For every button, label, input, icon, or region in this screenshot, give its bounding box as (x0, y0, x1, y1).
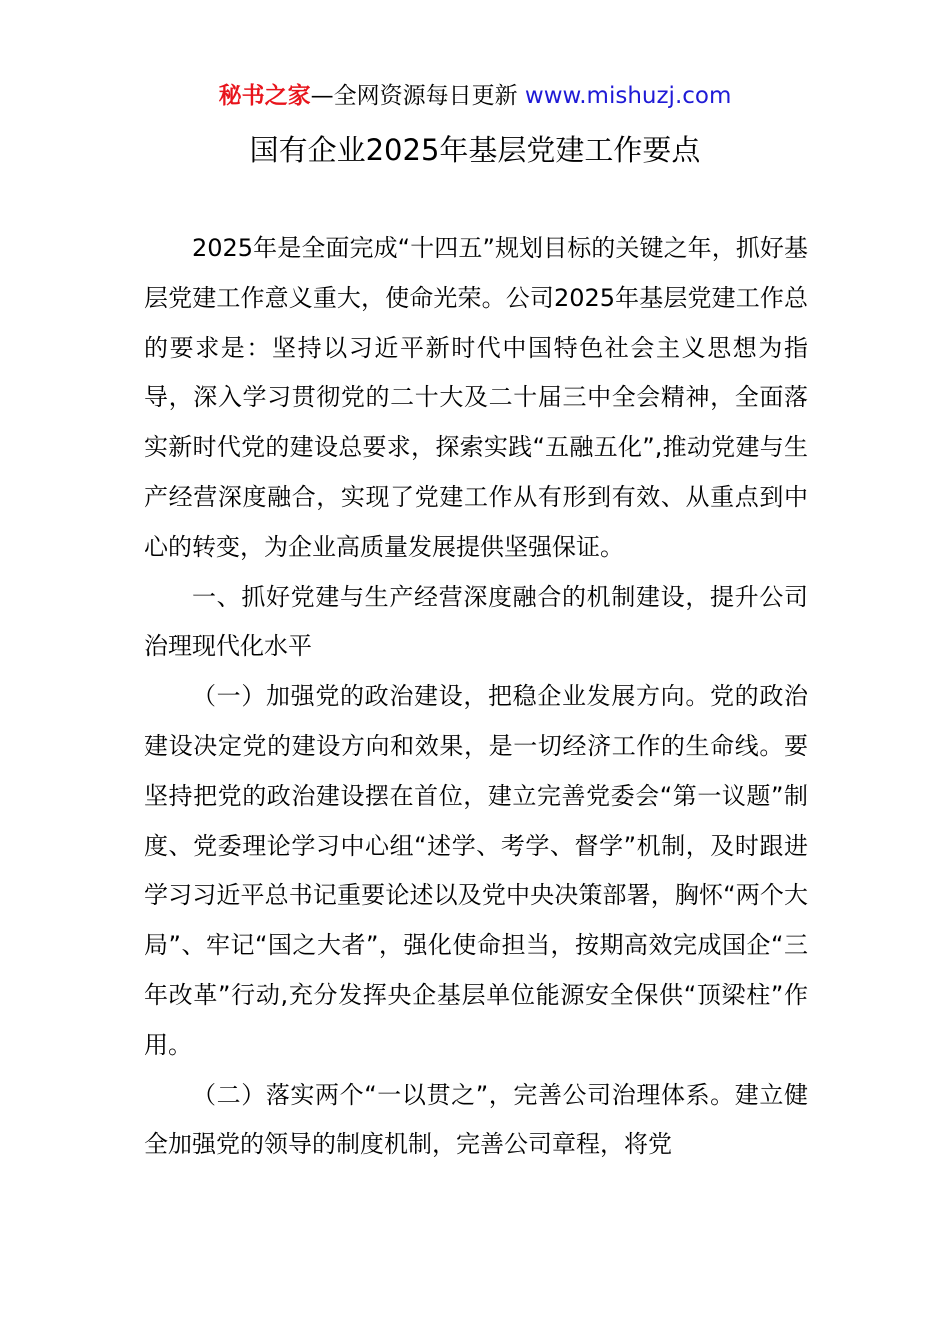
subsection-paragraph-2: （二）落实两个“一以贯之”，完善公司治理体系。建立健全加强党的领导的制度机制，完善公司章程，将党 (144, 1080, 808, 1159)
site-tagline: —全网资源每日更新 (310, 83, 518, 109)
site-url-link[interactable]: www.mishuzj.com (524, 83, 732, 109)
intro-paragraph: 2025年是全面完成“十四五”规划目标的关键之年，抓好基层党建工作意义重大，使命光荣。公司2025年基层党建工作总的要求是：坚持以习近平新时代中国特色社会主义思想为指导，深入学习贯彻党的二十大及二十届三中全会精神，全面落实新时代党的建设总要求，探索实践“五融五化”,推动党建与生产经营深度融合，实现了党建工作从有形到有效、从重点到中心的转变，为企业高质量发展提供坚强保证。 (144, 234, 808, 561)
section-heading-1: 一、抓好党建与生产经营深度融合的机制建设，提升公司治理现代化水平 (144, 582, 808, 661)
subsection-paragraph-1: （一）加强党的政治建设，把稳企业发展方向。党的政治建设决定党的建设方向和效果，是一切经济工作的生命线。要坚持把党的政治建设摆在首位，建立完善党委会“第一议题”制度、党委理论学习中心组“述学、考学、督学”机制，及时跟进学习习近平总书记重要论述以及党中央决策部署，胸怀“两个大局”、牢记“国之大者”，强化使命担当，按期高效完成国企“三年改革”行动,充分发挥央企基层单位能源安全保供“顶梁柱”作用。 (144, 682, 808, 1059)
document-body (144, 224, 808, 1170)
site-header (0, 80, 950, 112)
site-brand: 秘书之家 (218, 83, 311, 109)
document-title: 国有企业2025年基层党建工作要点 (249, 133, 701, 167)
